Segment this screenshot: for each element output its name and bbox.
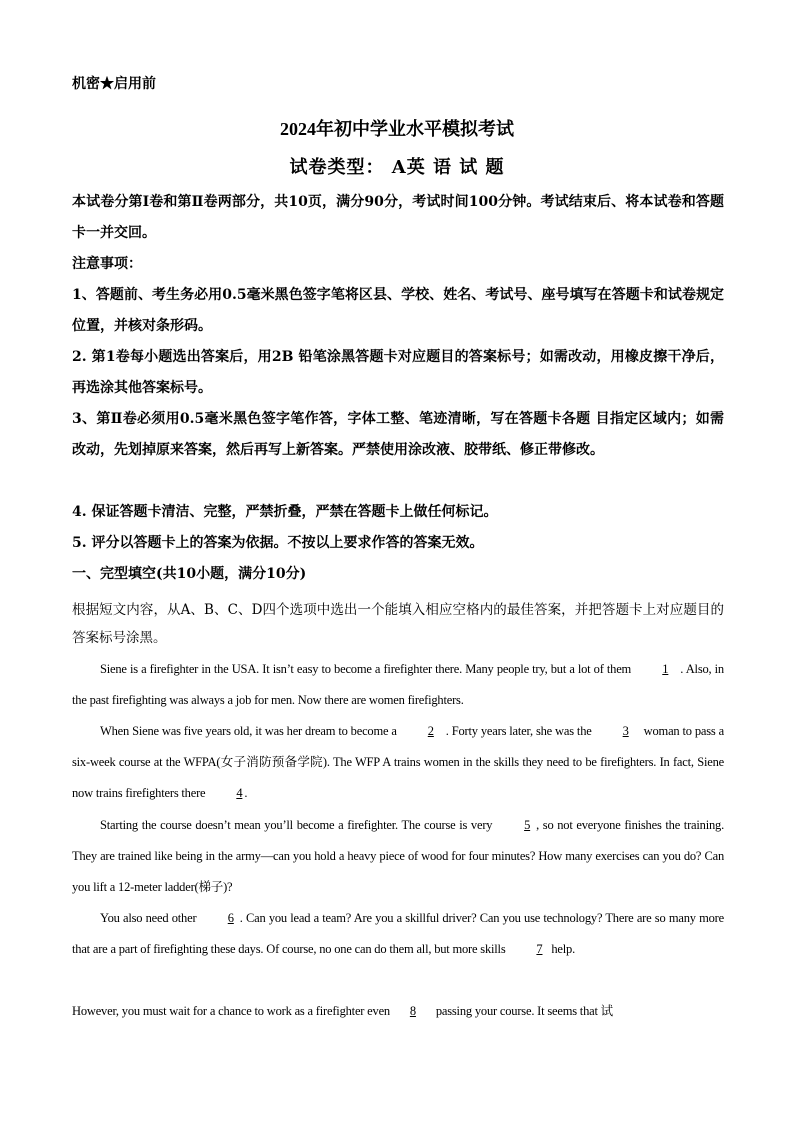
passage-paragraph-3 — [72, 810, 724, 903]
passage-text: . — [244, 786, 248, 800]
note-item-4: 4. 保证答题卡清洁、完整，严禁折叠，严禁在答题卡上做任何标记。 — [72, 504, 498, 520]
passage-text: However, you must wait for a chance to work as a firefighter even — [72, 1004, 393, 1018]
answer-blank-4: 4 — [236, 786, 243, 800]
passage-text: . Forty years later, she was the — [445, 724, 595, 738]
passage-text: You also need other — [100, 911, 200, 925]
passage-text: , so not everyone finishes the training. They are trained like being in the army—can you hold a heavy piece of wood for four minutes? How many exercises can you do? Can you lift a 12-meter ladder(梯子)? — [72, 818, 725, 894]
passage-text: Starting the course doesn’t mean you’ll become a firefighter. The course is very — [100, 818, 497, 832]
answer-blank-6: 6 — [227, 911, 234, 925]
passage-text: . Also, in the past firefighting was always a job for men. Now there are women firefighters. — [72, 662, 724, 707]
section-heading: 一、完型填空(共10小题，满分10分) — [72, 566, 307, 582]
note-item-1: 1、答题前、考生务必用0.5毫米黑色签字笔将区县、学校、姓名、考试号、座号填写在答题卡和试卷规定位置，并核对条形码。 — [72, 287, 724, 334]
passage-paragraph-2 — [72, 716, 724, 809]
exam-intro: 本试卷分第Ⅰ卷和第Ⅱ卷两部分，共10页，满分90分，考试时间100分钟。考试结束后、将本试卷和答题卡一并交回。 — [72, 194, 724, 241]
exam-subtitle: 试卷类型： A英 语 试 题 — [289, 157, 505, 178]
note-item-3: 3、第Ⅱ卷必须用0.5毫米黑色签字笔作答，字体工整、笔迹清晰，写在答题卡各题 目指定区域内；如需改动，先划掉原来答案，然后再写上新答案。严禁使用涂改液、胶带纸、修正带修改。 — [72, 411, 724, 458]
answer-blank-8: 8 — [409, 1004, 416, 1018]
passage-paragraph-1 — [72, 654, 724, 716]
note-item-2: 2. 第1卷每小题选出答案后，用2B 铅笔涂黑答题卡对应题目的答案标号；如需改动，用橡皮擦干净后，再选涂其他答案标号。 — [72, 349, 724, 396]
answer-blank-1: 1 — [662, 662, 669, 676]
section-instruction: 根据短文内容，从A、B、C、D四个选项中选出一个能填入相应空格内的最佳答案，并把答题卡上对应题目的答案标号涂黑。 — [72, 602, 724, 646]
passage-text: passing your course. It seems that 试 — [432, 1004, 613, 1018]
answer-blank-5: 5 — [524, 818, 531, 832]
notes-heading: 注意事项： — [72, 256, 142, 272]
passage-text: help. — [548, 942, 575, 956]
passage-text: Siene is a firefighter in the USA. It isn’t easy to become a firefighter there. Many people try, but a lot of them — [100, 662, 635, 676]
answer-blank-3: 3 — [622, 724, 629, 738]
exam-title: 2024年初中学业水平模拟考试 — [280, 119, 514, 139]
note-item-5: 5. 评分以答题卡上的答案为依据。不按以上要求作答的答案无效。 — [72, 535, 484, 551]
passage-text: When Siene was five years old, it was her dream to become a — [100, 724, 400, 738]
answer-blank-7: 7 — [536, 942, 543, 956]
passage-text: . Can you lead a team? Are you a skillful driver? Can you use technology? There are so many more that are a part of firefighting these days. Of course, no one can do them all, but more skills — [72, 911, 724, 956]
passage-text: woman to pass a six-week course at the WFPA(女子消防预备学院). The WFP A trains women in the skills they need to be firefighters. In fact, Siene now trains firefighters there — [72, 724, 724, 800]
answer-blank-2: 2 — [427, 724, 434, 738]
passage-paragraph-4 — [72, 903, 724, 965]
confidential-label: 机密★启用前 — [72, 76, 156, 92]
passage-paragraph-5 — [72, 996, 724, 1027]
